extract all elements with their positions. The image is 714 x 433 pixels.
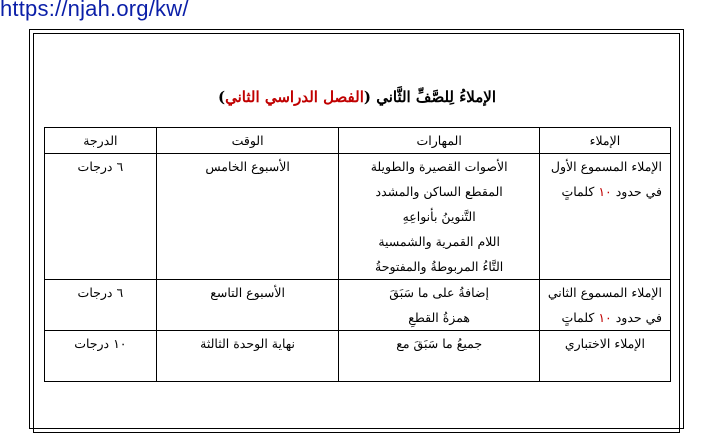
dictation-cell [539, 154, 670, 280]
skills-cell [339, 154, 539, 280]
dictation-title: الإملاء الاختباري [564, 336, 645, 351]
header-dictation: الإملاء [539, 128, 670, 154]
time-cell: الأسبوع الخامس [156, 154, 339, 280]
skill-item: همزةُ القطعِ [408, 310, 471, 325]
skill-item: اللام القمرية والشمسية [378, 234, 500, 249]
dictation-title: الإملاء المسموع الثاني [547, 285, 662, 300]
table-row [45, 280, 671, 331]
title-main: الإملاءُ لِلصَّفِّ الثَّاني ( [363, 88, 496, 106]
time-cell: الأسبوع التاسع [156, 280, 339, 331]
grade-cell: ٦ درجات [45, 154, 157, 280]
title-close: ) [218, 88, 226, 106]
table-header-row [45, 128, 671, 154]
skill-item: إضافةُ على ما سَبَقَ [389, 285, 489, 300]
dictation-cell [539, 280, 670, 331]
dictation-limit: في حدود ١٠ كلماتٍ [561, 184, 662, 199]
table-row [45, 154, 671, 280]
page-title [0, 88, 714, 106]
skills-cell [339, 280, 539, 331]
grade-cell: ٦ درجات [45, 280, 157, 331]
skill-item: التَّاءُ المربوطةُ والمفتوحةُ [375, 259, 504, 274]
dictation-limit: في حدود ١٠ كلماتٍ [561, 310, 662, 325]
header-time: الوقت [156, 128, 339, 154]
time-cell: نهاية الوحدة الثالثة [156, 331, 339, 382]
skills-cell [339, 331, 539, 382]
skill-item: التَّنوينُ بأنواعِهِ [402, 209, 476, 224]
header-grade: الدرجة [45, 128, 157, 154]
skill-item: الأصوات القصيرة والطويلة [370, 159, 508, 174]
table-row [45, 331, 671, 382]
dictation-title: الإملاء المسموع الأول [550, 159, 662, 174]
skill-item: المقطع الساكن والمشدد [375, 184, 503, 199]
source-url[interactable]: https://njah.org/kw/ [0, 0, 189, 21]
skill-item: جميعُ ما سَبَقَ مع [396, 336, 483, 351]
dictation-cell [539, 331, 670, 382]
dictation-table [44, 127, 671, 382]
header-skills: المهارات [339, 128, 539, 154]
title-highlight: الفصل الدراسي الثاني [225, 88, 364, 106]
grade-cell: ١٠ درجات [45, 331, 157, 382]
